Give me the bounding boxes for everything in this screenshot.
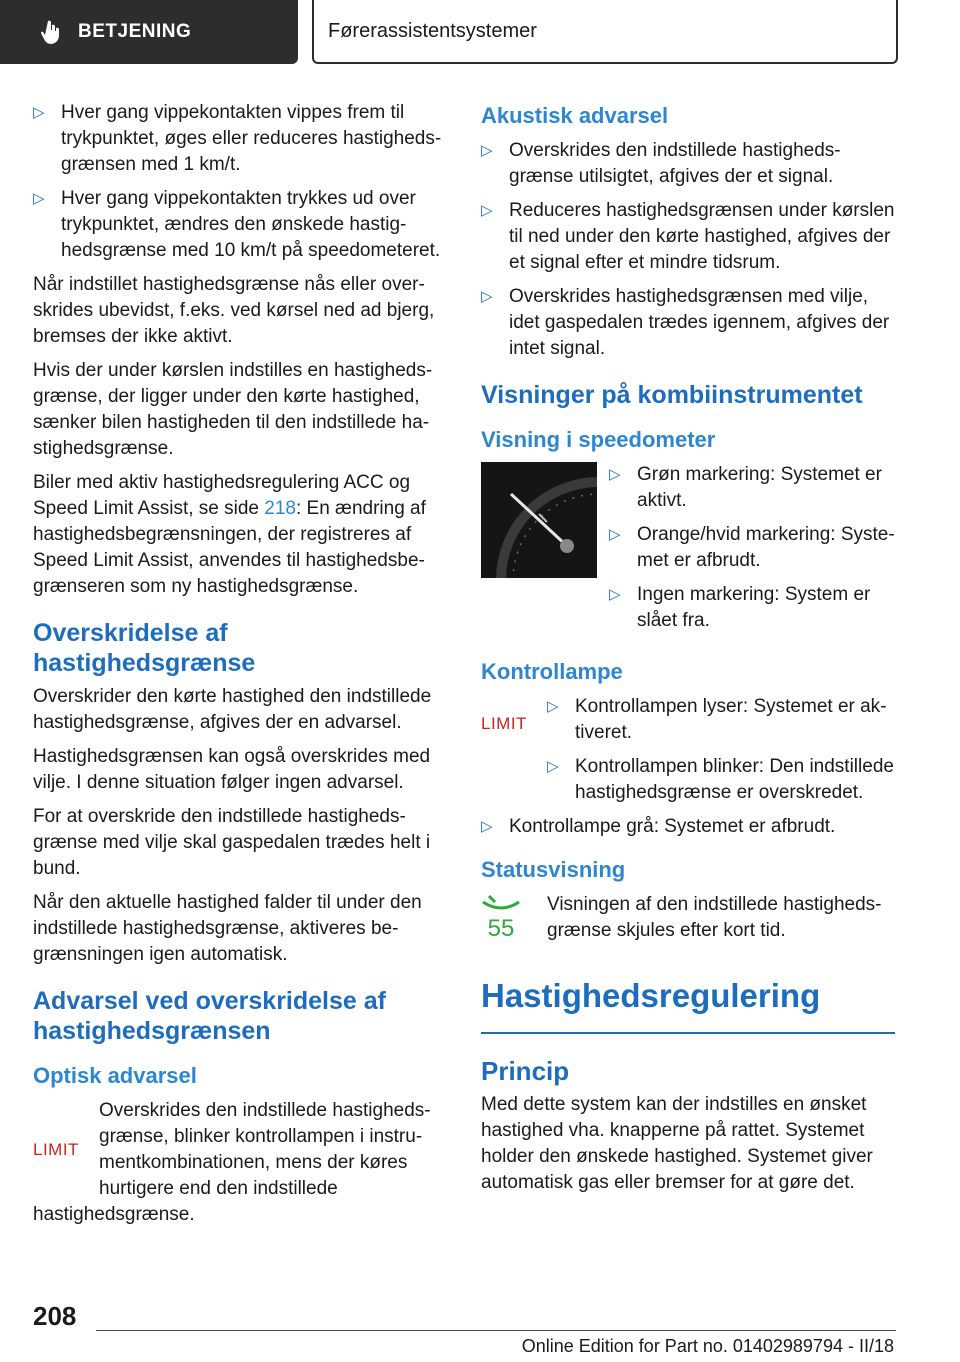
- list-item: ▷ Kontrollampe grå: Systemet er afbrudt.: [481, 814, 895, 840]
- kontrollampe-block: [481, 694, 895, 814]
- speedometer-block: [481, 462, 895, 642]
- bullet-list: [609, 462, 895, 642]
- paragraph: Når indstillet hastighedsgrænse nås eller overskrides ubevidst, f.eks. ved kørsel ned ad bjerg, bremses der ikke aktivt.: [33, 274, 435, 347]
- status-number: 55: [487, 915, 515, 942]
- list-item: ▷ Kontrollampen blinker: Den indstillede hastighedsgrænse er overskredet.: [547, 754, 895, 806]
- heading-akustisk: Akustisk advarsel: [481, 103, 669, 128]
- speedometer-image: [481, 462, 597, 578]
- heading-optisk: Optisk advarsel: [33, 1063, 197, 1088]
- heading-advarsel: Advarsel ved overskridelse af hastighedsgrænsen: [33, 987, 386, 1045]
- list-item: ▷ Overskrides den indstillede hastighedsgrænse utilsigtet, afgives der et signal.: [481, 138, 895, 190]
- list-item: ▷ Reduceres hastighedsgrænsen under kørslen til ned under den kørte hastighed, afgives der et signal efter et mindre tidsrum.: [481, 198, 895, 276]
- paragraph: [33, 470, 449, 600]
- list-item: ▷ Orange/hvid markering: Systemet er afbrudt.: [609, 522, 895, 574]
- limit-label: LIMIT: [481, 714, 527, 733]
- paragraph: Når den aktuelle hastighed falder til under den indstillede hastighedsgrænse, aktiveres begrænsningen igen automatisk.: [33, 892, 422, 965]
- bullet-list: [481, 814, 895, 840]
- list-item: ▷ Hver gang vippekontakten vippes frem til trykpunktet, øges eller reduceres hastighedsgrænsen med 1 km/t.: [33, 100, 449, 178]
- optisk-block: [33, 1098, 449, 1236]
- paragraph: Overskrides den indstillede hastighedsgrænse, blinker kontrollampen i instrumentkombinationen, mens der køres hurtigere end den indstillede hastighedsgrænse.: [33, 1100, 431, 1225]
- paragraph: Overskrider den kørte hastighed den indstillede hastighedsgrænse, afgives der en advarsel.: [33, 686, 432, 733]
- hand-icon: [40, 19, 64, 45]
- edition-note: Online Edition for Part no. 01402989794 - II/18: [521, 1336, 894, 1356]
- page-link[interactable]: 218: [264, 498, 296, 519]
- list-item: ▷ Kontrollampen lyser: Systemet er aktiveret.: [547, 694, 895, 746]
- heading-speedometer: Visning i speedometer: [481, 427, 716, 452]
- list-item: ▷ Grøn markering: Systemet er aktivt.: [609, 462, 895, 514]
- heading-overskridelse: Overskridelse af hastighedsgrænse: [33, 619, 256, 677]
- chapter-tab: [312, 0, 898, 64]
- list-item: ▷ Hver gang vippekontakten trykkes ud over trykpunktet, ændres den ønskede hastighedsgrænse med 10 km/t på speedometeret.: [33, 186, 449, 264]
- left-column: [33, 100, 449, 1236]
- right-column: [481, 100, 895, 1204]
- paragraph: For at overskride den indstillede hastighedsgrænse med vilje skal gaspedalen trædes helt i bund.: [33, 806, 431, 879]
- paragraph: Med dette system kan der indstilles en ønsket hastighed vha. knapperne på rattet. Systemet holder den ønskede hastighed. Systemet giver automatisk gas eller bremser for at gøre det.: [481, 1094, 873, 1193]
- bullet-list: [481, 138, 895, 362]
- footer-divider: [96, 1330, 896, 1331]
- heading-hastighedsregulering: Hastighedsregulering: [481, 976, 895, 1034]
- text: : En ændring af hastighedsbegrænsningen, der registreres af Speed Limit Assist, anvendes til hastighedsbegrænseren som ny hastighedsgrænse.: [33, 498, 426, 597]
- heading-kontrollampe: Kontrollampe: [481, 659, 623, 684]
- chapter-title: Førerassistentsystemer: [328, 19, 537, 42]
- bullet-list: [33, 100, 449, 264]
- paragraph: Hvis der under kørslen indstilles en hastighedsgrænse, der ligger under den kørte hastighed, sænker bilen hastigheden til den indstillede hastighedsgrænse.: [33, 360, 433, 459]
- paragraph: Hastighedsgrænsen kan også overskrides med vilje. I denne situation følger ingen advarsel.: [33, 746, 431, 793]
- heading-princip: Princip: [481, 1056, 570, 1086]
- limit-indicator-icon: [33, 1098, 99, 1202]
- limit-indicator-icon: [481, 694, 547, 754]
- heading-visninger: Visninger på kombiinstrumentet: [481, 381, 863, 409]
- page-footer: [0, 1296, 960, 1362]
- limit-label: LIMIT: [33, 1140, 79, 1159]
- paragraph: Visningen af den indstillede hastighedsgrænse skjules efter kort tid.: [547, 894, 882, 941]
- section-label: BETJENING: [78, 21, 192, 42]
- list-item: ▷ Overskrides hastighedsgrænsen med vilje, idet gaspedalen trædes igennem, afgives der intet signal.: [481, 284, 895, 362]
- speed-limit-status-icon: [481, 892, 547, 942]
- heading-statusvisning: Statusvisning: [481, 857, 626, 882]
- section-tab: [0, 0, 298, 64]
- page-header: [0, 0, 960, 66]
- bullet-list: [547, 694, 895, 814]
- text: Biler med aktiv hastighedsregulering ACC og Speed Limit Assist, se side: [33, 472, 411, 519]
- page-number: 208: [33, 1301, 77, 1331]
- list-item: ▷ Ingen markering: System er slået fra.: [609, 582, 895, 634]
- statusvisning-block: [481, 892, 895, 952]
